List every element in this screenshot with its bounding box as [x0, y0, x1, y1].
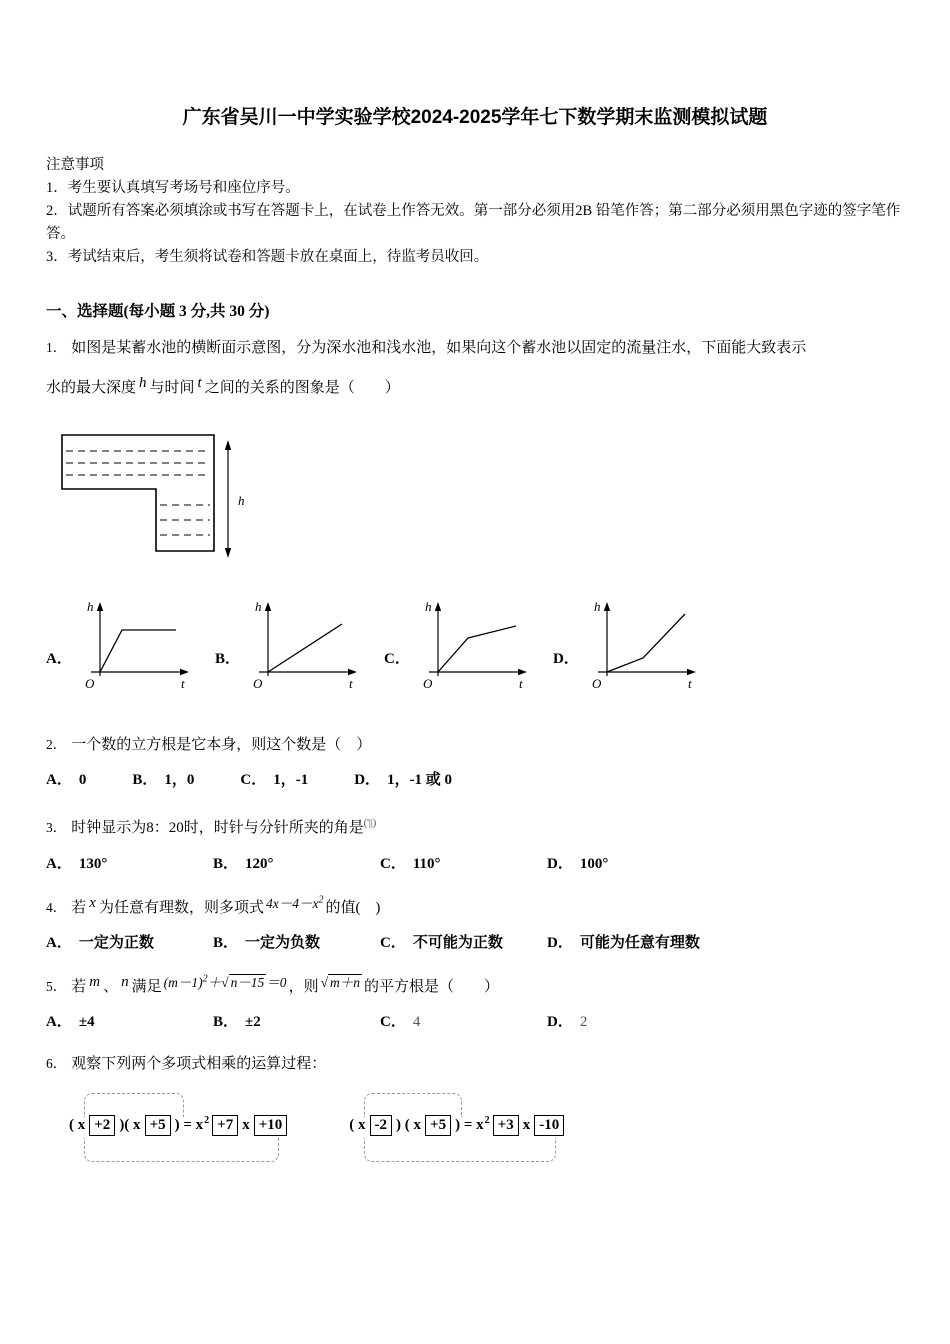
question-3-options	[46, 852, 904, 873]
notice-item-2: 2．试题所有答案必须填涂或书写在答题卡上，在试卷上作答无效。第一部分必须用2B 铅笔作答；第二部分必须用黑色字迹的签字笔作答。	[46, 202, 901, 242]
question-4-post: 的值( )	[325, 899, 381, 916]
question-5-options	[46, 1010, 904, 1031]
radical-sign: √	[221, 974, 229, 990]
origin-label: O	[84, 676, 95, 692]
question-4-options	[46, 931, 904, 952]
dashed-loop-upper	[364, 1093, 463, 1117]
var-m: m	[89, 973, 101, 990]
option-d-text: 100°	[579, 855, 609, 872]
boxed-term: +3	[493, 1115, 519, 1136]
arrow-head-up	[225, 440, 231, 450]
x-axis-label: t	[349, 676, 353, 692]
notice-section	[46, 153, 904, 269]
pool-diagram	[56, 427, 904, 572]
equation-plus: ＋	[207, 974, 222, 990]
token: ( x	[69, 1117, 86, 1134]
option-c	[240, 768, 308, 789]
y-arrow-head	[604, 602, 610, 611]
option-c-text: 不可能为正数	[412, 934, 503, 951]
radical-sign: √	[320, 974, 328, 990]
option-a	[46, 931, 213, 952]
graph-c-svg	[414, 598, 532, 692]
question-1-line2	[46, 375, 904, 401]
option-d	[547, 1010, 714, 1031]
option-d	[547, 852, 714, 873]
x-axis-label: t	[180, 676, 185, 692]
option-d-label: D．	[354, 772, 381, 789]
option-a-label: A．	[46, 1014, 72, 1031]
radicand-1: n－15	[230, 974, 265, 990]
option-b-label: B．	[215, 651, 241, 668]
x-arrow-head	[180, 669, 189, 675]
question-1-line1: 如图是某蓄水池的横断面示意图，分为深水池和浅水池，如果向这个蓄水池以固定的流量注水，下面能大致表示	[71, 339, 807, 356]
boxed-term: +5	[425, 1115, 451, 1136]
token: ( x	[349, 1117, 366, 1134]
question-6-text	[46, 1051, 904, 1077]
option-b	[213, 852, 380, 873]
y-arrow-head	[435, 602, 441, 611]
origin-label: O	[253, 676, 263, 692]
x-axis-label: t	[687, 676, 692, 692]
option-b	[213, 1010, 380, 1031]
notice-heading: 注意事项	[46, 157, 104, 173]
question-2-number: 2．	[46, 737, 67, 753]
option-a	[46, 1010, 213, 1031]
y-arrow-head	[265, 602, 271, 611]
option-d	[547, 931, 714, 952]
option-d	[354, 768, 452, 789]
option-a	[46, 852, 213, 873]
exponent: 2	[484, 1115, 490, 1127]
option-a-label: A．	[46, 651, 72, 668]
question-5-post: 的平方根是（ ）	[364, 978, 500, 995]
option-b-text: 1，0	[164, 772, 195, 789]
var-t: t	[197, 374, 202, 391]
y-arrow-head	[97, 602, 103, 611]
question-3-number: 3．	[46, 820, 67, 836]
question-4-text	[46, 895, 904, 921]
question-6	[46, 1051, 904, 1166]
x-arrow-head	[518, 669, 527, 675]
question-3	[46, 815, 904, 872]
question-1	[46, 335, 904, 693]
boxed-term: -10	[534, 1115, 564, 1136]
question-5-number: 5．	[46, 978, 67, 994]
notice-item-3: 3．考试结束后，考生须将试卷和答题卡放在桌面上，待监考员收回。	[46, 248, 489, 265]
question-5	[46, 974, 904, 1031]
question-4-mid: 为任意有理数，则多项式	[98, 899, 264, 916]
question-1-line2c: 之间的关系的图象是（ ）	[204, 379, 400, 396]
question-5-text	[46, 974, 904, 1000]
var-x: x	[89, 894, 96, 911]
option-a-label: A．	[46, 934, 72, 951]
y-axis-label: h	[255, 599, 262, 615]
option-b	[213, 931, 380, 952]
boxed-term: +7	[212, 1115, 238, 1136]
option-d-label: D．	[553, 651, 579, 668]
question-4-pre: 若	[71, 899, 87, 916]
option-b-label: B．	[213, 934, 239, 951]
polynomial-expression	[264, 896, 325, 911]
var-h: h	[139, 374, 147, 391]
option-a-text: ±4	[78, 1014, 95, 1031]
question-6-number: 6．	[46, 1056, 67, 1072]
option-c-label: C．	[380, 855, 406, 872]
question-2-options	[46, 768, 904, 789]
option-b	[132, 768, 194, 789]
question-1-line2b: 与时间	[149, 379, 195, 396]
question-5-mid2: ，则	[288, 978, 319, 995]
option-b-text: 一定为负数	[245, 934, 321, 951]
option-d-text: 2	[579, 1014, 588, 1031]
radical-expression	[319, 975, 364, 990]
expression-left	[60, 1089, 298, 1166]
x-arrow-head	[687, 669, 696, 675]
option-d-label: D．	[547, 934, 573, 951]
radicand-2: m＋n	[330, 974, 360, 990]
question-5-sep: 、	[103, 978, 119, 995]
question-4-number: 4．	[46, 899, 67, 915]
boxed-term: +10	[254, 1115, 288, 1136]
question-1-number: 1．	[46, 339, 67, 355]
graph-a-svg	[76, 598, 194, 692]
option-b-text: 120°	[245, 855, 274, 872]
origin-label: O	[422, 676, 433, 692]
option-graph-b	[215, 598, 384, 692]
option-d-text: 1，-1 或 0	[387, 772, 453, 789]
section1-heading: 一、选择题(每小题 3 分,共 30 分)	[46, 302, 270, 320]
polynomial-body: 4x－4－x	[265, 895, 319, 911]
pool-outline	[62, 435, 214, 551]
origin-label: O	[591, 676, 602, 692]
option-c-label: C．	[240, 772, 267, 789]
y-axis-label: h	[424, 599, 432, 615]
option-c	[380, 931, 547, 952]
option-c-text: 4	[412, 1014, 421, 1031]
option-graph-c	[384, 598, 553, 692]
notice-item-1: 1．考生要认真填写考场号和座位序号。	[46, 180, 300, 196]
exponent: 2	[204, 1115, 210, 1127]
graph-b-svg	[244, 598, 362, 692]
boxed-term: -2	[370, 1115, 393, 1136]
equation-term1-exponent: 2	[202, 973, 208, 985]
multiplication-process-diagram	[60, 1089, 904, 1166]
equation-term1: (m－1)	[163, 974, 203, 990]
question-6-stem: 观察下列两个多项式相乘的运算过程：	[71, 1056, 327, 1073]
var-n: n	[121, 973, 129, 990]
equation	[162, 975, 289, 990]
question-4	[46, 895, 904, 952]
option-a-text: 130°	[78, 855, 108, 872]
question-2-text	[46, 732, 904, 758]
question-3-stem: 时钟显示为8：20时，时针与分针所夹的角是	[71, 820, 364, 837]
question-5-mid: 满足	[131, 978, 162, 995]
option-c	[380, 1010, 547, 1031]
equation-equals-zero: ＝0	[266, 974, 287, 990]
option-c-label: C．	[380, 1014, 406, 1031]
option-d-label: D．	[547, 1014, 573, 1031]
x-arrow-head	[348, 669, 357, 675]
question-1-text	[46, 335, 904, 361]
curve-c	[438, 626, 516, 672]
x-axis-label: t	[518, 676, 523, 692]
option-graph-d	[553, 598, 722, 692]
boxed-term: +2	[89, 1115, 115, 1136]
pool-svg	[56, 427, 260, 567]
token: x	[522, 1117, 531, 1134]
token: ) = x	[174, 1117, 204, 1134]
boxed-term: +5	[145, 1115, 171, 1136]
option-b-label: B．	[213, 855, 239, 872]
option-c-text: 110°	[412, 855, 441, 872]
superscript-artifact: ('||)	[363, 818, 377, 830]
option-a-label: A．	[46, 772, 72, 789]
option-c	[380, 852, 547, 873]
option-a-label: A．	[46, 855, 72, 872]
question-2-stem: 一个数的立方根是它本身，则这个数是（ ）	[71, 737, 372, 754]
page-title: 广东省吴川一中学实验学校2024-2025学年七下数学期末监测模拟试题	[182, 107, 768, 128]
graph-d-svg	[583, 598, 701, 692]
option-a	[46, 768, 86, 789]
option-b-label: B．	[213, 1014, 239, 1031]
curve-b	[268, 624, 342, 672]
question-1-line2a: 水的最大深度	[46, 379, 137, 396]
question-2	[46, 732, 904, 789]
depth-label-h: h	[238, 493, 245, 509]
arrow-head-down	[225, 548, 231, 558]
option-b-label: B．	[132, 772, 158, 789]
token: x	[242, 1117, 250, 1134]
token: ) ( x	[396, 1117, 422, 1134]
option-c-label: C．	[380, 934, 406, 951]
option-d-text: 可能为任意有理数	[579, 934, 700, 951]
dashed-loop-lower	[364, 1138, 557, 1162]
y-axis-label: h	[593, 599, 601, 615]
dashed-loop-upper	[84, 1093, 184, 1117]
expression-right	[340, 1089, 575, 1166]
token: ) = x	[455, 1117, 484, 1134]
polynomial-exponent: 2	[318, 894, 324, 906]
option-c-text: 1，-1	[273, 772, 309, 789]
option-a-text: 0	[78, 772, 87, 789]
question-5-pre: 若	[71, 978, 87, 995]
answer-graphs-row	[46, 598, 904, 692]
option-d-label: D．	[547, 855, 573, 872]
option-c-label: C．	[384, 651, 410, 668]
option-b-text: ±2	[245, 1014, 261, 1031]
dashed-loop-lower	[84, 1138, 279, 1162]
option-graph-a	[46, 598, 215, 692]
option-a-text: 一定为正数	[78, 934, 154, 951]
curve-a	[100, 630, 176, 672]
token: )( x	[119, 1117, 141, 1134]
question-3-text	[46, 815, 904, 841]
curve-d	[607, 614, 685, 672]
y-axis-label: h	[86, 599, 94, 615]
